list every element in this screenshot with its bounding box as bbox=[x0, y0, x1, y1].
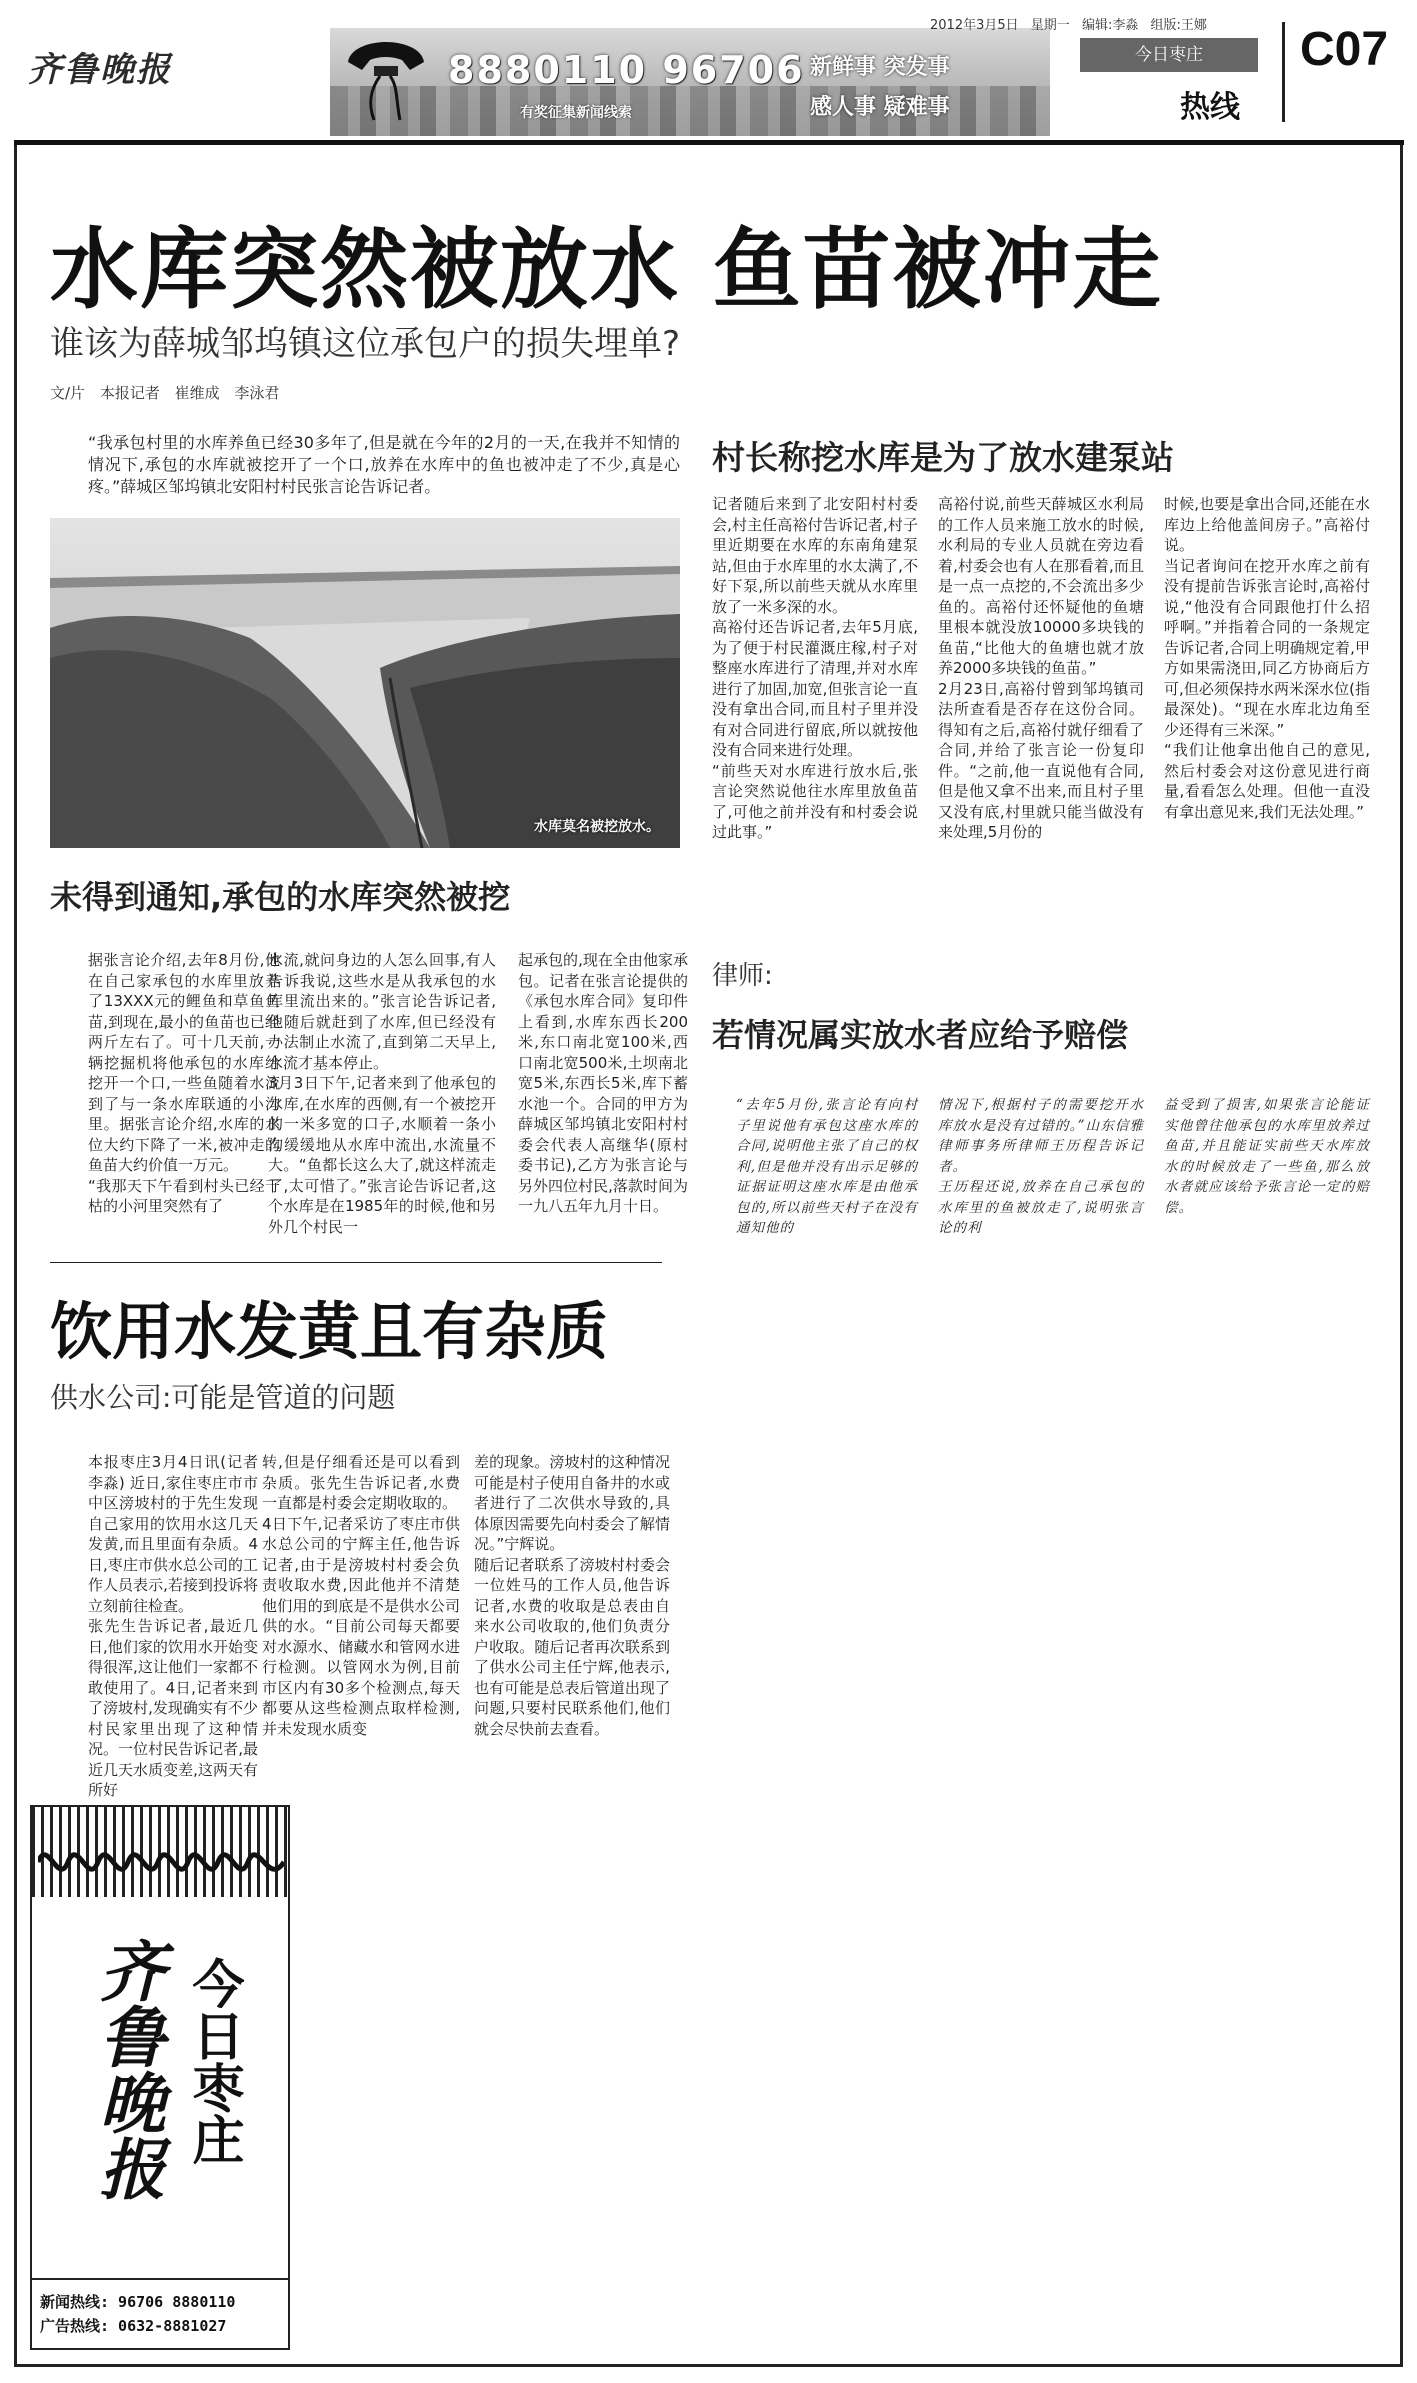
section-1-heading: 未得到通知,承包的水库突然被挖 bbox=[50, 878, 511, 916]
main-headline: 水库突然被放水 鱼苗被冲走 bbox=[50, 218, 1163, 321]
issue-date: 2012年3月5日 bbox=[930, 18, 1019, 33]
promo-brand-vertical: 齐鲁晚报 bbox=[88, 1937, 166, 2201]
photo-caption: 水库莫名被挖放水。 bbox=[534, 819, 660, 835]
reservoir-photo-image bbox=[50, 518, 680, 848]
section-tab: 今日枣庄 bbox=[1080, 38, 1258, 72]
section-3-col-2: 情况下,根据村子的需要挖开水库放水是没有过错的。”山东信雅律师事务所律师王历程告诉记者。 王历程还说,放养在自己承包的水库里的鱼被放走了,说明张言论的利 bbox=[938, 1097, 1144, 1236]
section-2-col-1: 记者随后来到了北安阳村村委会,村主任高裕付告诉记者,村子里近期要在水库的东南角建泵站,但由于水库里的水太满了,不好下泵,所以前些天就从水库里放了一米多深的水。 高裕付还告诉记者,去年5月底,为了便于村民灌溉庄稼,村子对整座水库进行了清理,并对水库进行了加固,加宽,但张言论一直没有拿出合同,而且村子里并没有对合同进行留底,所以就按他没有合同来进行处理。 “前些天对水库进行放水后,张言论突然说他往水库里放鱼苗了,可他之前并没有和村委会说过此事。” bbox=[712, 495, 918, 841]
main-subhead: 谁该为薛城邹坞镇这位承包户的损失埋单? bbox=[50, 324, 681, 364]
masthead-rule bbox=[14, 140, 1404, 145]
article-lead: “我承包村里的水库养鱼已经30多年了,但是就在今年的2月的一天,在我并不知情的情况下,承包的水库就被挖开了一个口,放养在水库中的鱼也被冲走了不少,真是心疼。”薛城区邹坞镇北安阳村村民张言论告诉记者。 bbox=[88, 433, 680, 496]
news-hotline: 新闻热线: 96706 8880110 bbox=[40, 2293, 236, 2311]
frame-bottom-border bbox=[14, 2364, 1403, 2367]
promo-section-vertical: 今日枣庄 bbox=[183, 1957, 243, 2165]
frame-right-border bbox=[1400, 145, 1403, 2367]
slogan-line-1: 新鲜事 突发事 bbox=[810, 55, 950, 80]
article-2-subhead: 供水公司:可能是管道的问题 bbox=[50, 1381, 396, 1414]
promo-ad bbox=[30, 1805, 290, 2350]
issue-weekday: 星期一 bbox=[1030, 18, 1070, 33]
article-2-headline: 饮用水发黄且有杂质 bbox=[50, 1295, 609, 1368]
article-2-col-1: 本报枣庄3月4日讯(记者 李淼) 近日,家住枣庄市市中区滂坡村的于先生发现自己家用的饮用水这几天发黄,而且里面有杂质。4日,枣庄市供水总公司的工作人员表示,若接到投诉将立刻前往检查。 张先生告诉记者,最近几日,他们家的饮用水开始变得很浑,这让他们一家都不敢使用了。4日,记者来到了滂坡村,发现确实有不少村民家里出现了这种情况。一位村民告诉记者,最近几天水质变差,这两天有所好 bbox=[88, 1453, 258, 1799]
section-3-heading: 若情况属实放水者应给予赔偿 bbox=[712, 1016, 1129, 1054]
promo-footer bbox=[32, 2278, 288, 2348]
reservoir-photo bbox=[50, 518, 680, 848]
editor-credit: 编辑:李淼 bbox=[1081, 18, 1139, 33]
hotline-banner bbox=[330, 28, 1050, 136]
section-1-col-1: 据张言论介绍,去年8月份,他在自己家承包的水库里放养了13XXX元的鲤鱼和草鱼鱼苗,到现在,最小的鱼苗也已经两斤左右了。可十几天前,一辆挖掘机将他承包的水库给挖开一个口,一些鱼随着水流到了与一条水库联通的小沟里。据张言论介绍,水库的水位大约下降了一米,被冲走的鱼苗大约价值一万元。 “我那天下午看到村头已经干枯的小河里突然有了 bbox=[88, 951, 280, 1215]
masthead bbox=[0, 0, 1417, 145]
section-2-col-3: 时候,也要是拿出合同,还能在水库边上给他盖间房子。”高裕付说。 当记者询问在挖开水库之前有没有提前告诉张言论时,高裕付说,“他没有合同跟他打什么招呼啊。”并指着合同的一条规定告诉记者,合同上明确规定着,甲方如果需浇田,同乙方协商后方可,但必须保持水两米深水位(指最深处)。“现在水库北边角至少还得有三米深。” “我们让他拿出他自己的意见,然后村委会对这份意见进行商量,看看怎么处理。但他一直没有拿出意见来,我们无法处理。” bbox=[1164, 495, 1370, 821]
page-number: C07 bbox=[1300, 23, 1389, 76]
byline: 文/片 本报记者 崔维成 李泳君 bbox=[50, 384, 280, 402]
section-2-col-2: 高裕付说,前些天薛城区水利局的工作人员来施工放水的时候,水利局的专业人员就在旁边看着,村委会也有人在那看着,而且是一点一点挖的,不会流出多少鱼的。高裕付还怀疑他的鱼塘里根本就没放10000多块钱的鱼苗,“比他大的鱼塘也就才放养2000多块钱的鱼苗。” 2月23日,高裕付曾到邹坞镇司法所查看是否存在这份合同。得知有之后,高裕付就仔细看了合同,并给了张言论一份复印件。“之前,他一直说他有合同,但是他又拿不出来,而且村子里又没有底,村里就只能当做没有来处理,5月份的 bbox=[938, 495, 1144, 841]
news-tip-solicit: 有奖征集新闻线索 bbox=[520, 105, 632, 121]
issue-meta bbox=[930, 14, 1207, 33]
section-1-col-3: 起承包的,现在全由他家承包。记者在张言论提供的《承包水库合同》复印件上看到,水库东西长200米,东口南北宽100米,西口南北宽500米,土坝南北宽5米,东西长5米,库下蓄水池一个。合同的甲方为薛城区邹坞镇北安阳村村委会代表人高继华(原村委书记),乙方为张言论与另外四位村民,落款时间为一九八五年九月十日。 bbox=[518, 951, 688, 1215]
masthead-separator bbox=[1282, 22, 1285, 122]
article-divider bbox=[50, 1262, 662, 1263]
phone-cord-icon bbox=[38, 1837, 284, 1887]
section-3-col-1: “去年5月份,张言论有向村子里说他有承包这座水库的合同,说明他主张了自己的权利,但是他并没有出示足够的证据证明这座水库是由他承包的,所以前些天村子在没有通知他的 bbox=[736, 1097, 918, 1236]
article-2-col-3: 差的现象。滂坡村的这种情况可能是村子使用自备井的水或者进行了二次供水导致的,具体原因需要先向村委会了解情况。”宁辉说。 随后记者联系了滂坡村村委会一位姓马的工作人员,他告诉记者,水费的收取是总表由自来水公司收取的,他们负责分户收取。随后记者再次联系到了供水公司主任宁辉,他表示,也有可能是总表后管道出现了问题,只要村民联系他们,他们就会尽快前去查看。 bbox=[474, 1453, 670, 1738]
brand-logo: 齐鲁晚报 bbox=[28, 50, 172, 90]
frame-left-border bbox=[14, 145, 17, 2367]
layout-credit: 组版:王娜 bbox=[1150, 18, 1207, 33]
article-2-col-2: 转,但是仔细看还是可以看到杂质。张先生告诉记者,水费一直都是村委会定期收取的。 4日下午,记者采访了枣庄市供水总公司的宁辉主任,他告诉记者,由于是滂坡村村委会负责收取水费,因此他并不清楚他们用的到底是不是供水公司供的水。“目前公司每天都要对水源水、储藏水和管网水进行检测。以管网水为例,目前市区内有30多个检测点,每天都要从这些检测点取样检测,并未发现水质变 bbox=[262, 1453, 460, 1738]
section-name: 热线 bbox=[1180, 90, 1240, 125]
section-2-heading: 村长称挖水库是为了放水建泵站 bbox=[712, 438, 1174, 477]
slogan-line-2: 感人事 疑难事 bbox=[810, 95, 950, 120]
section-3-col-3: 益受到了损害,如果张言论能证实他曾往他承包的水库里放养过鱼苗,并且能证实前些天水库放水的时候放走了一些鱼,那么放水者就应该给予张言论一定的赔偿。 bbox=[1164, 1097, 1370, 1216]
lawyer-kicker: 律师: bbox=[712, 961, 773, 991]
telephone-icon bbox=[340, 40, 432, 124]
hotline-numbers: 8880110 96706 bbox=[448, 48, 805, 92]
section-1-col-2: 水流,就问身边的人怎么回事,有人告诉我说,这些水是从我承包的水库里流出来的。”张言论告诉记者,他随后就赶到了水库,但已经没有办法制止水流了,直到第二天早上,水流才基本停止。 3月3日下午,记者来到了他承包的水库,在水库的西侧,有一个被挖开的一米多宽的口子,水顺着一条小沟缓缓地从水库中流出,水流量不大。“鱼都长这么大了,就这样流走了,太可惜了。”张言论告诉记者,这个水库是在1985年的时候,他和另外几个村民一 bbox=[268, 951, 496, 1236]
ad-hotline: 广告热线: 0632-8881027 bbox=[40, 2317, 227, 2335]
